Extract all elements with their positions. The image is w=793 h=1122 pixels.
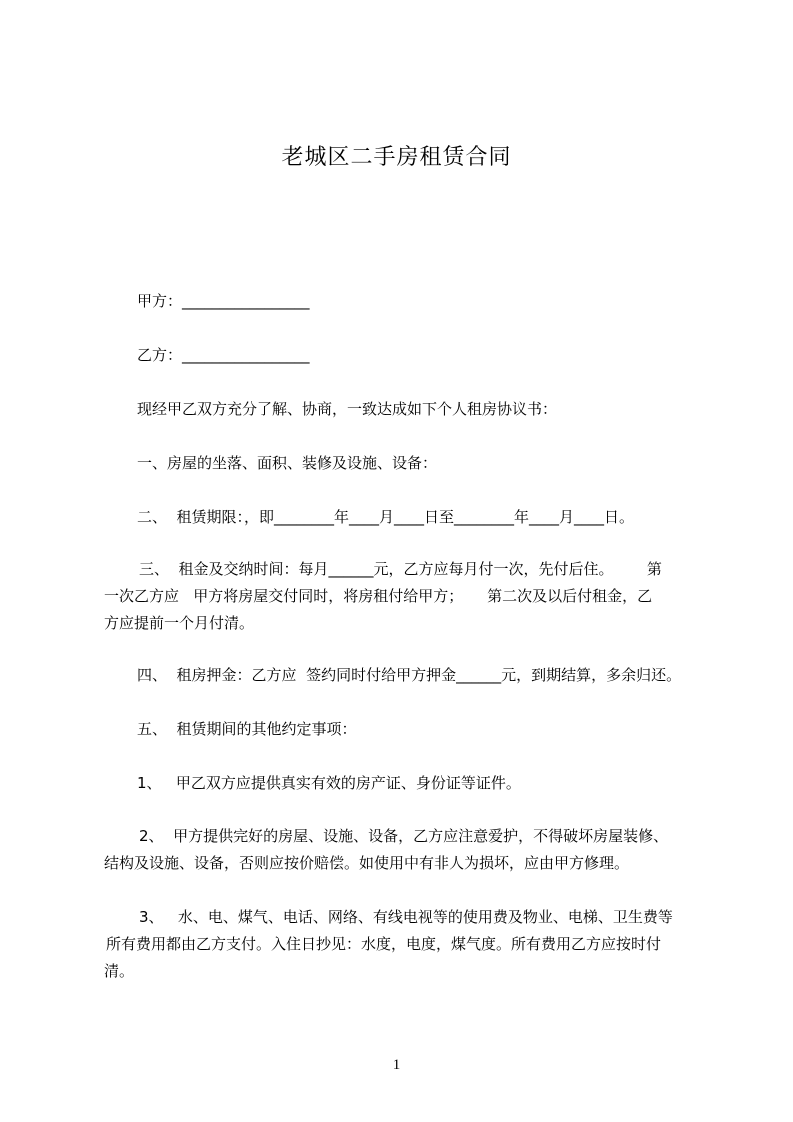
clause-3-line-3: 方应提前一个月付清。 <box>104 614 255 632</box>
clause-5: 五、 租赁期间的其他约定事项： <box>137 720 357 738</box>
clause-2: 二、 租赁期限：，即________年____月____日至________年____月____日。 <box>137 508 635 526</box>
page-title: 老城区二手房租赁合同 <box>281 145 512 170</box>
clause-1: 一、房屋的坐落、面积、装修及设施、设备： <box>137 454 438 472</box>
intro-paragraph: 现经甲乙双方充分了解、协商，一致达成如下个人租房协议书： <box>137 400 558 418</box>
item-1: 1、 甲乙双方应提供真实有效的房产证、身份证等证件。 <box>137 774 521 792</box>
item-2-line-2: 结构及设施、设备，否则应按价赔偿。如使用中有非人为损坏，应由甲方修理。 <box>104 854 630 872</box>
clause-3-line-2: 一次乙方应 甲方将房屋交付同时，将房租付给甲方； 第二次及以后付租金，乙 <box>104 587 653 605</box>
item-3-line-1: 3、 水、电、煤气、电话、网络、有线电视等的使用费及物业、电梯、卫生费等 <box>139 908 673 926</box>
clause-3-line-1: 三、 租金及交纳时间：每月______元，乙方应每月付一次，先付后住。 第 <box>139 560 662 578</box>
item-3-line-2: 所有费用都由乙方支付。入住日抄见：水度，电度，煤气度。所有费用乙方应按时付 <box>106 935 662 953</box>
item-2-line-1: 2、 甲方提供完好的房屋、设施、设备，乙方应注意爱护，不得破坏房屋装修、 <box>139 827 669 845</box>
item-3-line-3: 清。 <box>104 962 135 980</box>
page-number: 1 <box>392 1057 401 1073</box>
party-a-line: 甲方：_________________ <box>137 292 310 310</box>
party-b-line: 乙方：_________________ <box>137 346 310 364</box>
clause-4: 四、 租房押金：乙方应 签约同时付给甲方押金______元，到期结算，多余归还。 <box>137 666 682 684</box>
